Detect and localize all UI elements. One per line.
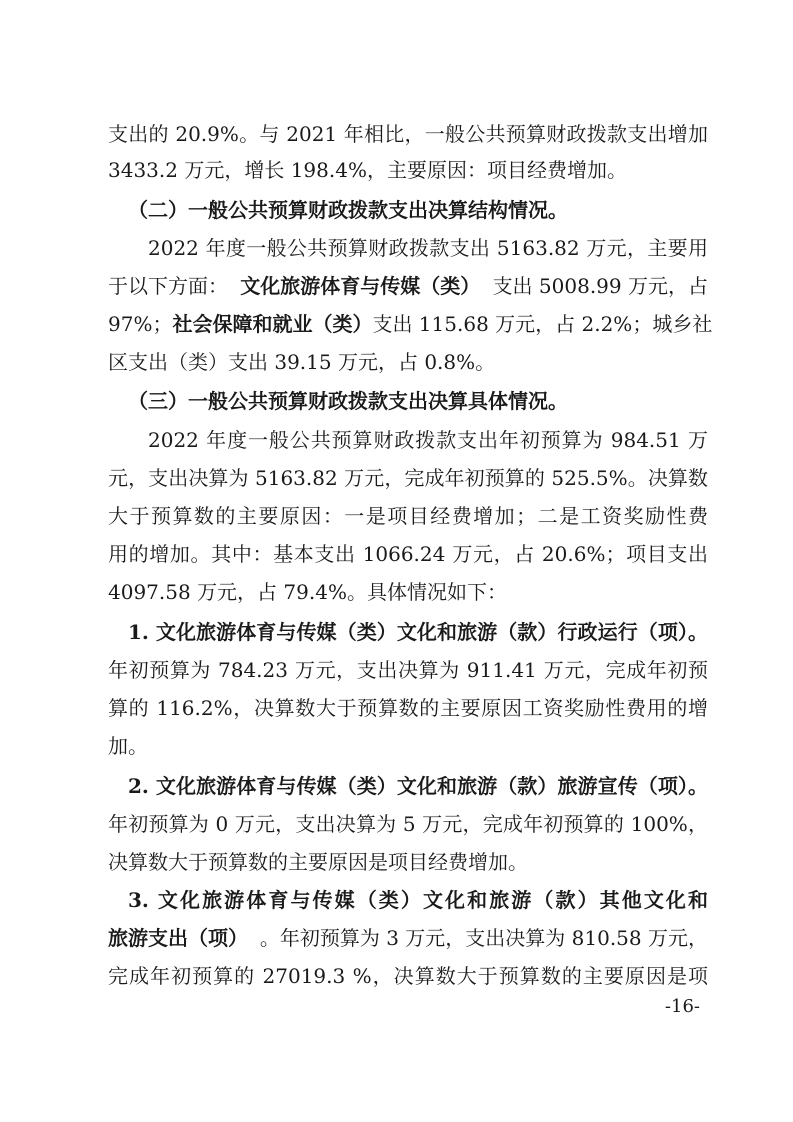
text-line: 4097.58 万元，占 79.4%。具体情况如下： (108, 580, 507, 604)
text-line: 3433.2 万元，增长 198.4%，主要原因：项目经费增加。 (108, 158, 627, 182)
section-heading: （三）一般公共预算财政拨款支出决算具体情况。 (128, 389, 568, 413)
text-line: 年初预算为 0 万元，支出决算为 5 万元，完成年初预算的 100%， (108, 812, 708, 836)
text-line: 大于预算数的主要原因：一是项目经费增加；二是工资奖励性费 (108, 504, 708, 528)
text-run: 于以下方面： (108, 274, 228, 298)
text-line: 2022 年度一般公共预算财政拨款支出年初预算为 984.51 万 (148, 428, 708, 452)
text-line: 元，支出决算为 5163.82 万元，完成年初预算的 525.5%。决算数 (108, 466, 708, 490)
text-run-bold: 文化旅游体育与传媒（类） (240, 274, 481, 298)
text-run: 支出 115.68 万元，占 2.2%；城乡社 (372, 312, 713, 336)
text-line: 加。 (108, 734, 148, 758)
text-line (108, 312, 713, 336)
text-line: 决算数大于预算数的主要原因是项目经费增加。 (108, 850, 528, 874)
text-line: 年初预算为 784.23 万元，支出决算为 911.41 万元，完成年初预 (108, 658, 708, 682)
text-line: 完成年初预算的 27019.3 %，决算数大于预算数的主要原因是项 (108, 964, 708, 988)
text-run-bold: 社会保障和就业（类） (172, 312, 373, 336)
text-line (108, 274, 708, 298)
text-run-bold: 旅游支出（项） (108, 926, 248, 950)
page-number: -16- (664, 996, 700, 1017)
item-heading: 3. 文化旅游体育与传媒（类）文化和旅游（款）其他文化和 (128, 888, 708, 912)
text-line: 区支出（类）支出 39.15 万元，占 0.8%。 (108, 350, 496, 374)
text-run: 。年初预算为 3 万元，支出决算为 810.58 万元， (259, 926, 708, 950)
text-run: 97%； (108, 312, 173, 336)
text-run: 支出 5008.99 万元，占 (492, 274, 708, 298)
text-line (108, 926, 708, 950)
text-line: 算的 116.2%，决算数大于预算数的主要原因工资奖励性费用的增 (108, 696, 708, 720)
text-line: 2022 年度一般公共预算财政拨款支出 5163.82 万元，主要用 (148, 236, 708, 260)
text-line: 支出的 20.9%。与 2021 年相比，一般公共预算财政拨款支出增加 (108, 122, 708, 146)
text-line: 用的增加。其中：基本支出 1066.24 万元，占 20.6%；项目支出 (108, 542, 708, 566)
section-heading: （二）一般公共预算财政拨款支出决算结构情况。 (128, 198, 568, 222)
item-heading: 2. 文化旅游体育与传媒（类）文化和旅游（款）旅游宣传（项）。 (128, 774, 708, 798)
item-heading: 1. 文化旅游体育与传媒（类）文化和旅游（款）行政运行（项）。 (128, 620, 708, 644)
